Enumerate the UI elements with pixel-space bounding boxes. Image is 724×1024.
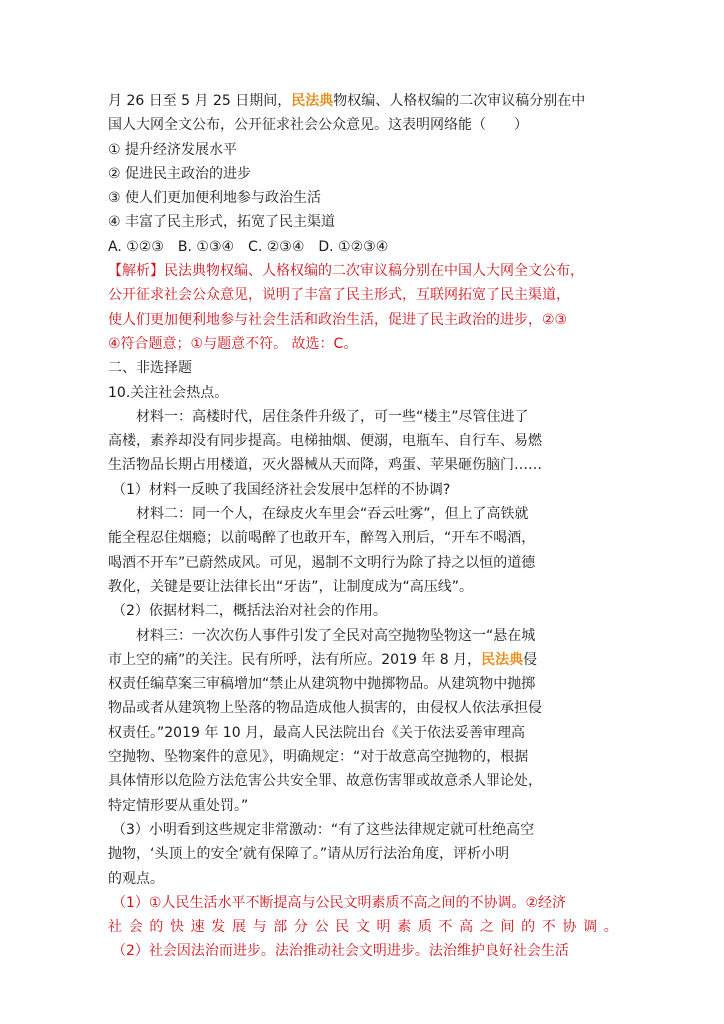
material-2-line-4: 教化，关键是要让法律长出“牙齿”，让制度成为“高压线”。 — [108, 578, 474, 595]
material-3-line-2 — [108, 648, 618, 672]
material-2-line-3: 喝酒不开车”已蔚然成风。可见，遏制不文明行为除了持之以恒的道德 — [108, 554, 536, 571]
answer-1-char: 速 — [190, 919, 205, 936]
answer-1-char: 调 — [583, 919, 598, 936]
intro-line-1 — [108, 89, 618, 113]
answer-1-char: 的 — [521, 919, 536, 936]
material-2-line-2: 能全程忍住烟瘾；以前喝醉了也敢开车，醉驾入刑后，“开车不喝酒， — [108, 530, 536, 547]
answer-1-line-1: （1）①人民生活水平不断提高与公民文明素质不高之间的不协调。②经济 — [112, 894, 567, 911]
material-3-line-3: 权责任编草案三审稿增加“禁止从建筑物中抛掷物品。从建筑物中抛掷 — [108, 676, 536, 693]
answer-1-char: 明 — [376, 919, 391, 936]
answer-1-char: 分 — [293, 919, 308, 936]
answer-1-char: 的 — [149, 919, 164, 936]
material-3-line-8: 特定情形要从重处罚。” — [108, 797, 249, 814]
analysis-line-2: 公开征求社会公众意见，说明了丰富了民主形式，互联网拓宽了民主渠道， — [108, 287, 570, 304]
material-3-line-6: 空抛物、坠物案件的意见》，明确规定：“对于故意高空抛物的，根据 — [108, 749, 529, 766]
answer-1-line-2 — [108, 915, 618, 939]
answer-1-char: 之 — [479, 919, 494, 936]
section-title: 二、非选择题 — [108, 360, 192, 377]
answer-1-char: 协 — [562, 919, 577, 936]
answer-1-char: 社 — [108, 919, 122, 936]
intro-text: 月 26 日至 5 月 25 日期间， — [108, 93, 292, 109]
material-3-line-5: 权责任。”2019 年 10 月，最高人民法院出台《关于依法妥善审理高 — [108, 724, 526, 741]
intro-line-2: 国人大网全文公布，公开征求社会公众意见。这表明网络能（ ） — [108, 117, 528, 134]
answer-choices: A. ①②③ B. ①③④ C. ②③④ D. ①②③④ — [108, 238, 389, 255]
answer-1-char: 部 — [273, 919, 288, 936]
material-1-line-3: 生活物品长期占用楼道，灭火器械从天而降，鸡蛋、苹果砸伤脑门…… — [108, 457, 542, 474]
answer-1-char: 不 — [541, 919, 556, 936]
answer-1-char: 会 — [128, 919, 143, 936]
material-3-text: 市上空的痛”的关注。民有所呼，法有所应。2019 年 8 月， — [108, 651, 482, 668]
highlight-civil-code: 民法典 — [481, 651, 524, 668]
answer-1-char: 间 — [500, 919, 515, 936]
material-3-line-7: 具体情形以危险方法危害公共安全罪、故意伤害罪或故意杀人罪论处， — [108, 773, 542, 790]
answer-1-char: 与 — [252, 919, 267, 936]
material-3-line-1: 材料三：一次次伤人事件引发了全民对高空抛物坠物这一“悬在城 — [136, 627, 536, 644]
question-3-line-1: （3）小明看到这些规定非常激动：“有了这些法律规定就可杜绝高空 — [112, 821, 535, 838]
answer-1-char: 不 — [438, 919, 453, 936]
answer-1-char: 快 — [169, 919, 184, 936]
question-3-line-3: 的观点。 — [108, 870, 164, 887]
answer-1-char: 高 — [459, 919, 474, 936]
material-2-line-1: 材料二：同一个人，在绿皮火车里会“吞云吐雾”，但上了高铁就 — [136, 506, 529, 523]
material-1-line-1: 材料一：高楼时代，居住条件升级了，可一些“楼主”尽管住进了 — [136, 408, 529, 425]
answer-1-char: 民 — [335, 919, 350, 936]
answer-1-char: 发 — [211, 919, 226, 936]
material-1-line-2: 高楼，素养却没有同步提高。电梯抽烟、便溺，电瓶车、自行车、易燃 — [108, 433, 542, 450]
answer-1-char: 展 — [231, 919, 246, 936]
analysis-line-4: ④符合题意；①与题意不符。 故选：C。 — [108, 335, 358, 352]
answer-1-char: 公 — [314, 919, 329, 936]
answer-1-char: 质 — [417, 919, 432, 936]
analysis-line-3: 使人们更加便利地参与社会生活和政治生活，促进了民主政治的进步，②③ — [108, 311, 568, 328]
material-3-line-4: 物品或者从建筑物上坠落的物品造成他人损害的，由侵权人依法承担侵 — [108, 700, 542, 717]
answer-2-line-1: （2）社会因法治而进步。法治推动社会文明进步。法治维护良好社会生活 — [112, 943, 569, 960]
option-1: ① 提升经济发展水平 — [108, 141, 238, 158]
option-2: ② 促进民主政治的进步 — [108, 165, 252, 182]
answer-1-char: 文 — [355, 919, 370, 936]
material-3-text: 侵 — [523, 651, 538, 668]
answer-1-char: 素 — [397, 919, 412, 936]
question-10-title: 10.关注社会热点。 — [108, 384, 229, 401]
answer-1-char: 。 — [603, 919, 618, 936]
question-3-line-2: 抛物，‘头顶上的安全’就有保障了。”请从厉行法治角度，评析小明 — [108, 846, 510, 863]
highlight-civil-code: 民法典 — [291, 93, 334, 109]
question-2: （2）依据材料二，概括法治对社会的作用。 — [112, 603, 387, 620]
option-3: ③ 使人们更加便利地参与政治生活 — [108, 190, 322, 207]
option-4: ④ 丰富了民主形式，拓宽了民主渠道 — [108, 214, 336, 231]
document-content — [108, 89, 618, 964]
analysis-line-1: 【解析】民法典物权编、人格权编的二次审议稿分别在中国人大网全文公布， — [108, 263, 584, 280]
intro-text: 物权编、人格权编的二次审议稿分别在中 — [333, 93, 586, 109]
question-1: （1）材料一反映了我国经济社会发展中怎样的不协调? — [112, 481, 451, 498]
